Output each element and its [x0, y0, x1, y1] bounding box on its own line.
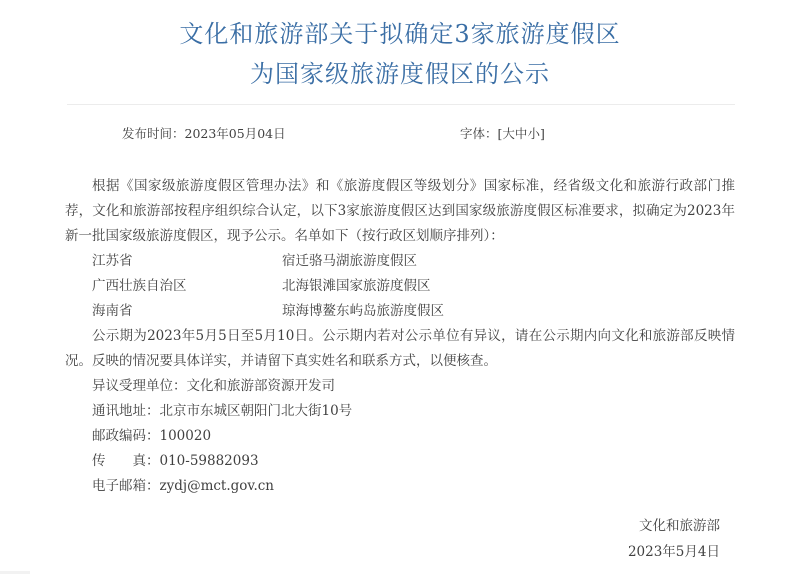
contact-line-fax: 传 真：010-59882093 — [92, 453, 259, 469]
page-title-line1: 文化和旅游部关于拟确定3家旅游度假区 — [179, 20, 621, 48]
contact-line-address: 通讯地址：北京市东城区朝阳门北大街10号 — [92, 403, 353, 419]
intro-paragraph: 根据《国家级旅游度假区管理办法》和《旅游度假区等级划分》国家标准，经省级文化和旅游行政部门推荐，文化和旅游部按程序组织综合认定，以下3家旅游度假区达到国家级旅游度假区标准要求，拟确定为2023年新一批国家级旅游度假区，现予公示。名单如下（按行政区划顺序排列）： — [65, 178, 735, 244]
signature-date: 2023年5月4日 — [627, 544, 720, 560]
signature-block — [0, 513, 800, 565]
font-bracket-open: [ — [497, 126, 503, 141]
font-size-small[interactable]: 小 — [527, 126, 540, 141]
resort-row — [65, 249, 735, 274]
contact-block — [65, 374, 735, 499]
font-size-large[interactable]: 大 — [502, 126, 515, 141]
contact-line-objection-unit: 异议受理单位：文化和旅游部资源开发司 — [92, 378, 335, 394]
resort-region: 江苏省 — [92, 253, 133, 269]
resort-region: 广西壮族自治区 — [92, 278, 187, 294]
meta-row — [0, 124, 800, 140]
contact-line-email: 电子邮箱：zydj@mct.gov.cn — [92, 478, 274, 494]
resort-row — [65, 299, 735, 324]
resort-name: 北海银滩国家旅游度假区 — [282, 278, 431, 294]
title-separator — [67, 104, 735, 105]
page-title-line2: 为国家级旅游度假区的公示 — [250, 60, 550, 88]
resort-list — [65, 249, 735, 324]
font-size-selector — [460, 124, 545, 142]
resort-region: 海南省 — [92, 303, 133, 319]
contact-line-postcode: 邮政编码：100020 — [92, 428, 212, 444]
signature-organization: 文化和旅游部 — [639, 518, 720, 534]
font-size-medium[interactable]: 中 — [514, 126, 528, 141]
page-title — [0, 0, 800, 94]
font-label: 字体： — [460, 126, 498, 141]
document-body — [65, 174, 735, 499]
resort-name: 宿迁骆马湖旅游度假区 — [282, 253, 417, 269]
resort-row — [65, 274, 735, 299]
resort-name: 琼海博鳌东屿岛旅游度假区 — [282, 303, 444, 319]
publish-time: 发布时间：2023年05月04日 — [122, 126, 286, 141]
font-bracket-close: ] — [539, 126, 545, 141]
notice-paragraph: 公示期为2023年5月5日至5月10日。公示期内若对公示单位有异议，请在公示期内向文化和旅游部反映情况。反映的情况要具体详实，并请留下真实姓名和联系方式，以便核查。 — [65, 328, 735, 369]
